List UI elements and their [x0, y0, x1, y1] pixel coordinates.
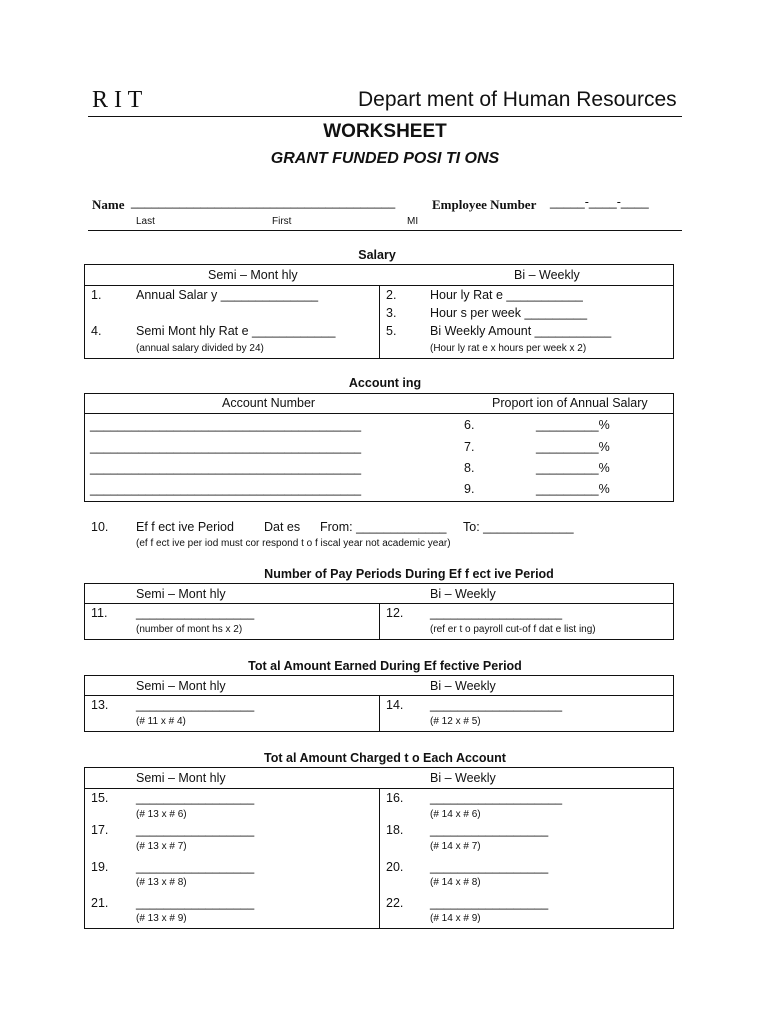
charged-note-16: (# 14 x # 6) — [430, 809, 481, 820]
item-7-number: 7. — [464, 440, 475, 454]
total-charged-heading: Tot al Amount Charged t o Each Account — [264, 751, 506, 765]
semi-monthly-total-earned-field[interactable]: _________________ — [136, 698, 255, 712]
semi-monthly-rate-note: (annual salary divided by 24) — [136, 343, 264, 354]
account-number-field-6[interactable]: _______________________________________ — [90, 418, 362, 432]
pay-periods-bi-weekly-header: Bi – Weekly — [430, 587, 496, 601]
page-title: WORKSHEET — [323, 121, 447, 142]
account-number-field-8[interactable]: _______________________________________ — [90, 461, 362, 475]
dates-label: Dat es — [264, 520, 301, 534]
department-name: Depart ment of Human Resources — [358, 88, 677, 111]
charged-note-15: (# 13 x # 6) — [136, 809, 187, 820]
total-charged-semi-monthly-header: Semi – Mont hly — [136, 771, 226, 785]
account-number-header: Account Number — [222, 396, 316, 410]
item-20-number: 20. — [386, 860, 404, 874]
charged-field-18[interactable]: _________________ — [430, 823, 549, 837]
annual-salary-field[interactable]: Annual Salar y ______________ — [136, 288, 319, 302]
bi-weekly-amount-note: (Hour ly rat e x hours per week x 2) — [430, 343, 587, 354]
header-rule — [88, 116, 682, 117]
item-3-number: 3. — [386, 306, 397, 320]
semi-monthly-pay-periods-field[interactable]: _________________ — [136, 606, 255, 620]
charged-note-20: (# 14 x # 8) — [430, 877, 481, 888]
first-name-caption: First — [272, 216, 292, 227]
identity-rule — [88, 230, 682, 231]
item-2-number: 2. — [386, 288, 397, 302]
hourly-rate-field[interactable]: Hour ly Rat e ___________ — [430, 288, 583, 302]
org-name: R I T — [92, 87, 143, 113]
account-number-field-7[interactable]: _______________________________________ — [90, 440, 362, 454]
charged-note-22: (# 14 x # 9) — [430, 913, 481, 924]
item-1-number: 1. — [91, 288, 102, 302]
item-22-number: 22. — [386, 896, 404, 910]
effective-period-note: (ef f ect ive per iod must cor respond t o f iscal year not academic year) — [136, 538, 451, 549]
accounting-header-rule — [84, 413, 674, 414]
salary-divider — [379, 285, 380, 359]
account-number-field-9[interactable]: _______________________________________ — [90, 482, 362, 496]
page-subtitle: GRANT FUNDED POSI TI ONS — [270, 150, 500, 167]
name-field[interactable]: ______________________________________ — [131, 195, 396, 209]
charged-field-15[interactable]: _________________ — [136, 791, 255, 805]
bi-weekly-pay-periods-field[interactable]: ___________________ — [430, 606, 563, 620]
item-18-number: 18. — [386, 823, 404, 837]
pay-periods-heading: Number of Pay Periods During Ef f ect ive Period — [264, 567, 554, 581]
middle-initial-caption: MI — [407, 216, 419, 227]
total-earned-divider — [379, 695, 380, 732]
total-charged-divider — [379, 788, 380, 929]
item-19-number: 19. — [91, 860, 109, 874]
from-date-field[interactable]: From: _____________ — [320, 520, 447, 534]
total-earned-bi-weekly-header: Bi – Weekly — [430, 679, 496, 693]
accounting-heading: Account ing — [348, 376, 422, 390]
charged-field-19[interactable]: _________________ — [136, 860, 255, 874]
item-12-number: 12. — [386, 606, 404, 620]
charged-note-21: (# 13 x # 9) — [136, 913, 187, 924]
item-4-number: 4. — [91, 324, 102, 338]
bi-weekly-amount-field[interactable]: Bi Weekly Amount ___________ — [430, 324, 612, 338]
item-15-number: 15. — [91, 791, 109, 805]
charged-note-18: (# 14 x # 7) — [430, 841, 481, 852]
charged-field-17[interactable]: _________________ — [136, 823, 255, 837]
item-14-number: 14. — [386, 698, 404, 712]
item-16-number: 16. — [386, 791, 404, 805]
employee-number-label: Employee Number — [432, 197, 537, 212]
name-label: Name — [92, 197, 125, 212]
item-21-number: 21. — [91, 896, 109, 910]
salary-semi-monthly-header: Semi – Mont hly — [208, 268, 298, 282]
semi-monthly-pay-periods-note: (number of mont hs x 2) — [136, 624, 243, 635]
total-earned-heading: Tot al Amount Earned During Ef fective Period — [248, 659, 522, 673]
hours-per-week-field[interactable]: Hour s per week _________ — [430, 306, 588, 320]
proportion-field-6[interactable]: _________% — [536, 418, 610, 432]
proportion-header: Proport ion of Annual Salary — [492, 396, 648, 410]
item-13-number: 13. — [91, 698, 109, 712]
item-6-number: 6. — [464, 418, 475, 432]
semi-monthly-total-earned-note: (# 11 x # 4) — [136, 716, 186, 727]
pay-periods-divider — [379, 603, 380, 640]
to-date-field[interactable]: To: _____________ — [463, 520, 574, 534]
charged-field-22[interactable]: _________________ — [430, 896, 549, 910]
last-name-caption: Last — [136, 216, 155, 227]
item-8-number: 8. — [464, 461, 475, 475]
bi-weekly-total-earned-field[interactable]: ___________________ — [430, 698, 563, 712]
item-9-number: 9. — [464, 482, 475, 496]
effective-period-label: Ef f ect ive Period — [136, 520, 234, 534]
item-11-number: 11. — [91, 606, 108, 620]
charged-note-17: (# 13 x # 7) — [136, 841, 187, 852]
total-charged-bi-weekly-header: Bi – Weekly — [430, 771, 496, 785]
pay-periods-semi-monthly-header: Semi – Mont hly — [136, 587, 226, 601]
bi-weekly-total-earned-note: (# 12 x # 5) — [430, 716, 481, 727]
item-17-number: 17. — [91, 823, 109, 837]
salary-heading: Salary — [358, 248, 396, 262]
charged-field-16[interactable]: ___________________ — [430, 791, 563, 805]
bi-weekly-pay-periods-note: (ref er t o payroll cut-of f dat e list ing) — [430, 624, 596, 635]
semi-monthly-rate-field[interactable]: Semi Mont hly Rat e ____________ — [136, 324, 336, 338]
charged-field-21[interactable]: _________________ — [136, 896, 255, 910]
employee-number-field[interactable]: _____-____-____ — [550, 195, 649, 209]
salary-bi-weekly-header: Bi – Weekly — [514, 268, 580, 282]
total-earned-semi-monthly-header: Semi – Mont hly — [136, 679, 226, 693]
item-10-number: 10. — [91, 520, 109, 534]
proportion-field-7[interactable]: _________% — [536, 440, 610, 454]
charged-note-19: (# 13 x # 8) — [136, 877, 187, 888]
item-5-number: 5. — [386, 324, 397, 338]
charged-field-20[interactable]: _________________ — [430, 860, 549, 874]
proportion-field-8[interactable]: _________% — [536, 461, 610, 475]
proportion-field-9[interactable]: _________% — [536, 482, 610, 496]
